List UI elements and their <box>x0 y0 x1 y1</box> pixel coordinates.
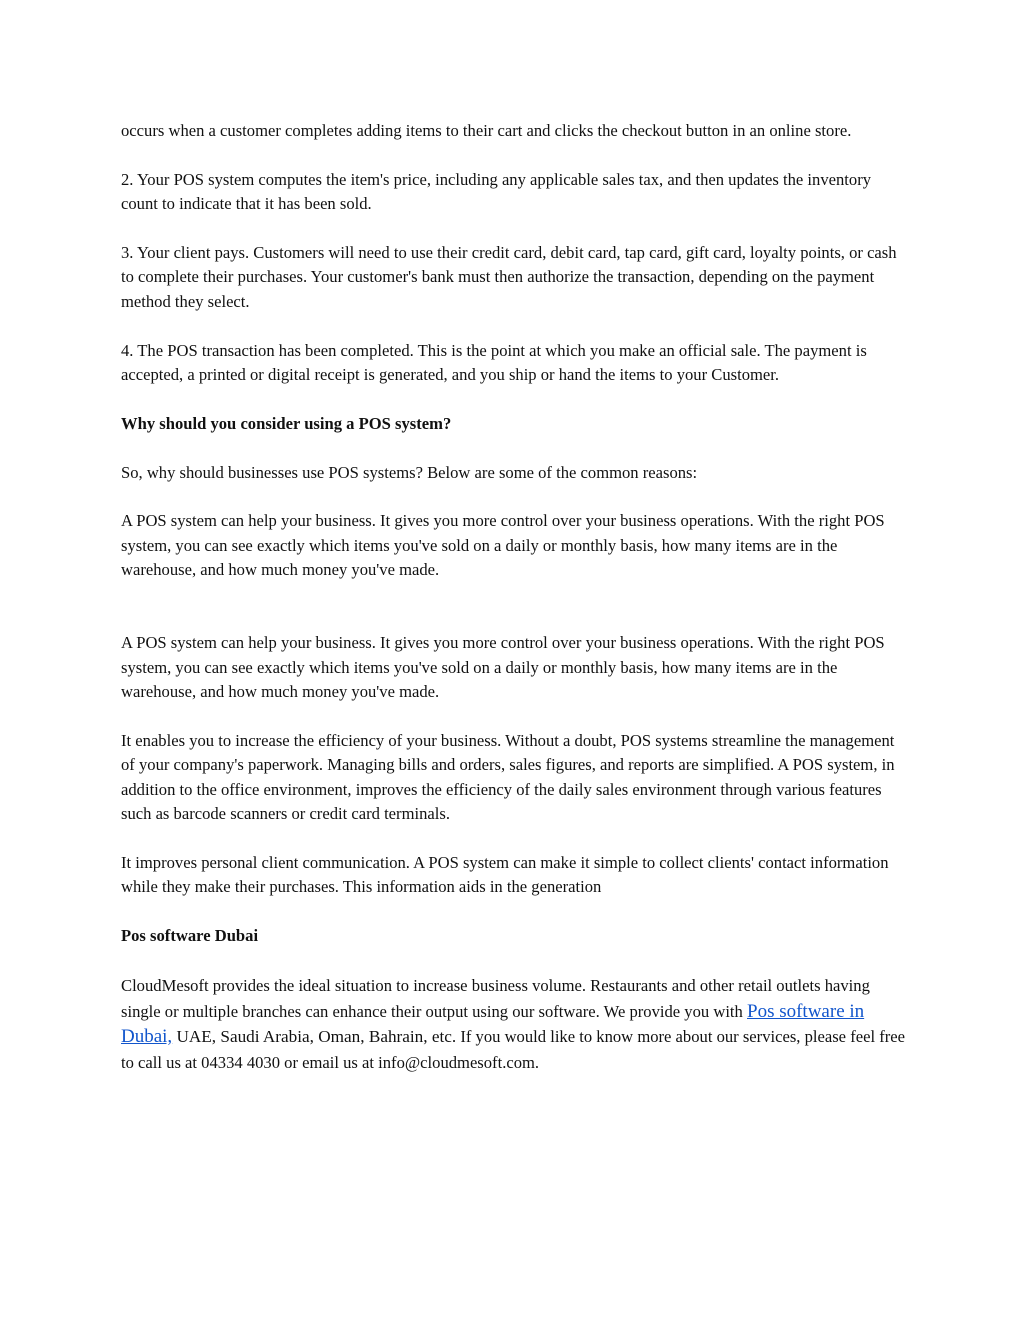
paragraph-step-2: 2. Your POS system computes the item's price, including any applicable sales tax, and then updates the inventory count to indicate that it has been sold. <box>121 169 872 214</box>
cloudmesoft-text-start: CloudMesoft provides the ideal situation to increase business volume. Restaurants and other retail outlets having single or multiple branches can enhance their output using our software. We provide you with <box>121 976 870 1021</box>
cloudmesoft-text-contact: If you would like to know more about our services, please feel free to call us at 04334 4030 or email us at info@cloudmesoft.com. <box>121 1027 905 1072</box>
paragraph-step-4: 4. The POS transaction has been completed. This is the point at which you make an official sale. The payment is accepted, a printed or digital receipt is generated, and you ship or hand the items to your Customer. <box>121 340 867 385</box>
paragraph-cloudmesoft <box>121 973 911 1075</box>
paragraph-checkout: occurs when a customer completes adding items to their cart and clicks the checkout button in an online store. <box>121 121 852 140</box>
paragraph-efficiency: It enables you to increase the efficiency of your business. Without a doubt, POS systems streamline the management of your company's paperwork. Managing bills and orders, sales figures, and reports are simplified. A POS system, in addition to the office environment, improves the efficiency of the daily sales environment through various features such as barcode scanners or credit card terminals. <box>121 731 895 824</box>
paragraph-communication: It improves personal client communication. A POS system can make it simple to collect clients' contact information while they make their purchases. This information aids in the generation <box>121 853 889 897</box>
paragraph-control-repeat: A POS system can help your business. It gives you more control over your business operations. With the right POS system, you can see exactly which items you've sold on a daily or monthly basis, how many items are in the warehouse, and how much money you've made. <box>121 633 885 702</box>
heading-why-pos: Why should you consider using a POS system? <box>121 413 452 433</box>
pos-software-dubai-link[interactable]: Pos software in Dubai, <box>121 1000 865 1048</box>
paragraph-step-3: 3. Your client pays. Customers will need to use their credit card, debit card, tap card, gift card, loyalty points, or cash to complete their purchases. Your customer's bank must then authorize the transaction, depending on the payment method they select. <box>121 243 897 311</box>
paragraph-control: A POS system can help your business. It gives you more control over your business operations. With the right POS system, you can see exactly which items you've sold on a daily or monthly basis, how many items are in the warehouse, and how much money you've made. <box>121 511 885 580</box>
heading-pos-software-dubai: Pos software Dubai <box>121 926 259 946</box>
blank-line <box>121 607 911 631</box>
cloudmesoft-text-regions: UAE, Saudi Arabia, Oman, Bahrain, etc. <box>172 1027 457 1047</box>
document-page <box>121 119 911 1100</box>
paragraph-reasons-intro: So, why should businesses use POS systems? Below are some of the common reasons: <box>121 462 698 482</box>
